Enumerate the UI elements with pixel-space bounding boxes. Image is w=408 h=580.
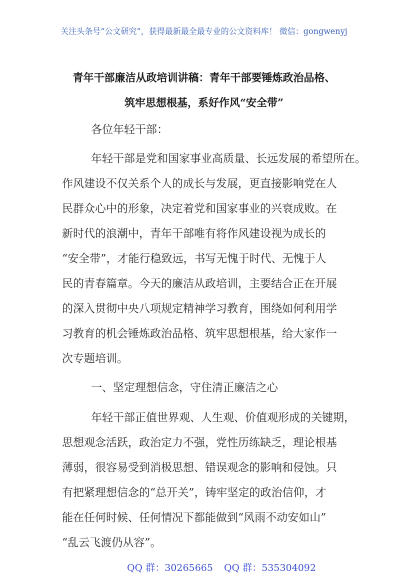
paragraph-1-line-2: 作风建设不仅关系个人的成长与发展，更直接影响党在人 <box>62 177 337 190</box>
paragraph-2-line-1: 年轻干部正值世界观、人生观、价值观形成的关键期， <box>91 411 355 424</box>
paragraph-1-line-8: 习教育的机会锤炼政治品格、筑牢思想根基，给大家作一 <box>62 327 337 340</box>
paragraph-1-line-9: 次专题培训。 <box>62 352 128 365</box>
footer-qq-group-2: QQ 群：535304092 <box>224 563 316 574</box>
paragraph-1-line-6: 民的青春篇章。今天的廉洁从政培训，主要结合正在开展 <box>62 277 337 290</box>
footer <box>0 563 408 577</box>
paragraph-2-line-3: 薄弱，很容易受到消极思想、错误观念的影响和侵蚀。只 <box>62 461 337 474</box>
title-line-1: 青年干部廉洁从政培训讲稿：青年干部要锤炼政治品格、 <box>72 72 336 84</box>
footer-qq-group-1: QQ 群：30265665 <box>127 563 213 574</box>
paragraph-2-line-4: 有把紧理想信念的“总开关”，铸牢坚定的政治信仰，才 <box>62 486 327 499</box>
paragraph-2-line-6: “乱云飞渡仍从容”。 <box>62 536 162 549</box>
paragraph-2-line-5: 能在任何时候、任何情况下都能做到“风雨不动安如山” <box>62 511 327 524</box>
section-heading-1: 一、坚定理想信念，守住清正廉洁之心 <box>91 381 278 394</box>
paragraph-1-line-1: 年轻干部是党和国家事业高质量、长远发展的希望所在。 <box>91 152 366 165</box>
paragraph-1-line-3: 民群众心中的形象，决定着党和国家事业的兴衰成败。在 <box>62 202 337 215</box>
header-note: 关注头条号“公文研究”，获得最新最全最专业的公文资料库！ 微信：gongwenyj <box>60 27 348 36</box>
paragraph-1-line-7: 的深入贯彻中央八项规定精神学习教育，围绕如何利用学 <box>62 302 337 315</box>
salutation: 各位年轻干部： <box>91 123 168 136</box>
paragraph-1-line-4: 新时代的浪潮中，青年干部唯有将作风建设视为成长的 <box>62 227 326 240</box>
paragraph-1-line-5: “安全带”，才能行稳致远，书写无愧于时代、无愧于人 <box>62 252 327 265</box>
paragraph-2-line-2: 思想观念活跃，政治定力不强，党性历练缺乏，理论根基 <box>62 436 337 449</box>
title-line-2: 筑牢思想根基，系好作风“安全带” <box>124 97 284 109</box>
